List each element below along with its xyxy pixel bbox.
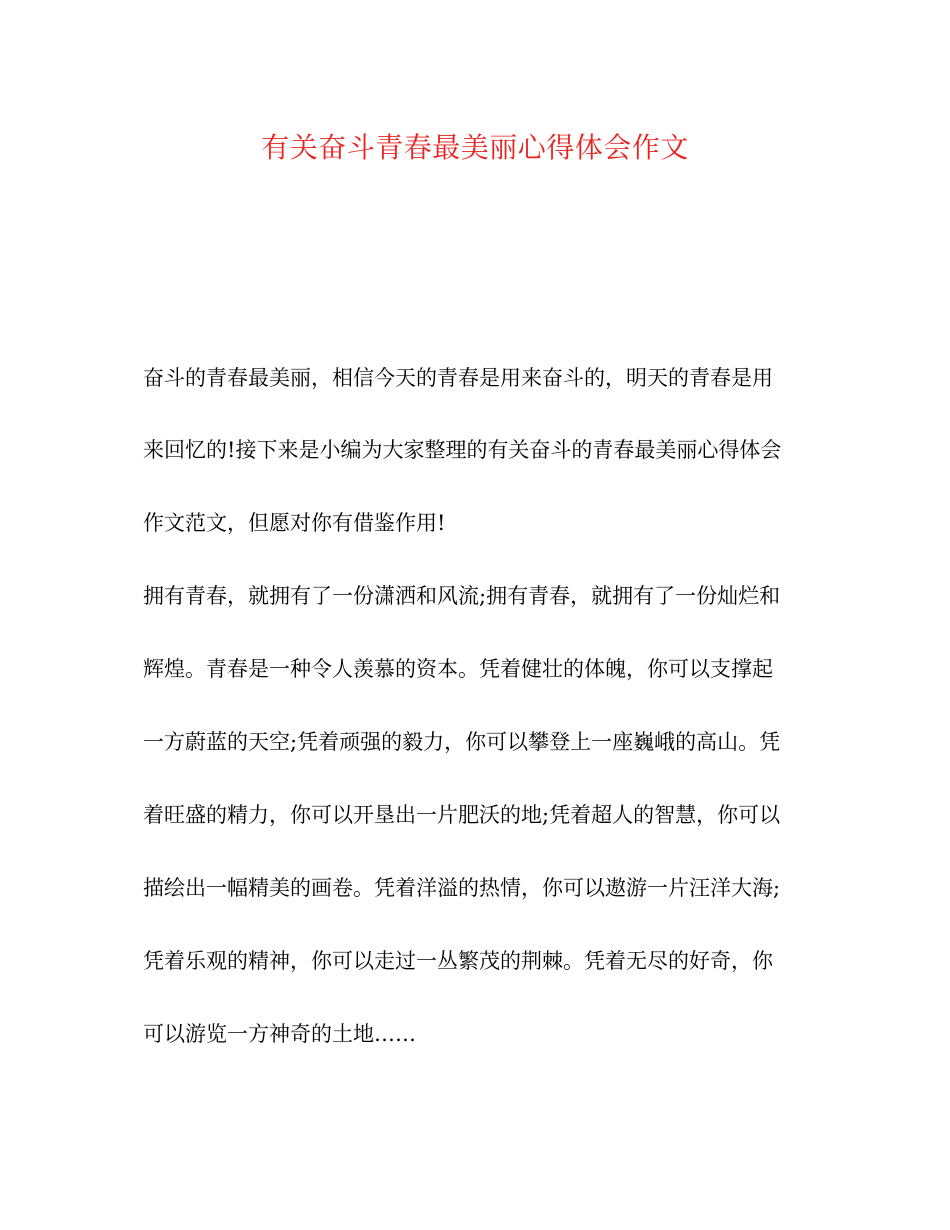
paragraph-line: 描绘出一幅精美的画卷。凭着洋溢的热情，你可以遨游一片汪洋大海; xyxy=(143,876,781,900)
paragraph-line: 来回忆的!接下来是小编为大家整理的有关奋斗的青春最美丽心得体会 xyxy=(143,438,782,462)
paragraph-line: 作文范文，但愿对你有借鉴作用! xyxy=(143,511,446,535)
paragraph-line: 奋斗的青春最美丽，相信今天的青春是用来奋斗的，明天的青春是用 xyxy=(143,366,773,390)
document-title: 有关奋斗青春最美丽心得体会作文 xyxy=(261,131,689,164)
paragraph-line: 拥有青春，就拥有了一份潇洒和风流;拥有青春，就拥有了一份灿烂和 xyxy=(143,584,781,608)
paragraph-line: 着旺盛的精力，你可以开垦出一片肥沃的地;凭着超人的智慧，你可以 xyxy=(143,803,781,827)
paragraph-line: 一方蔚蓝的天空;凭着顽强的毅力，你可以攀登上一座巍峨的高山。凭 xyxy=(143,730,781,754)
paragraph-line: 可以游览一方神奇的土地…… xyxy=(143,1022,416,1046)
paragraph-line: 凭着乐观的精神，你可以走过一丛繁茂的荆棘。凭着无尽的好奇，你 xyxy=(143,949,773,973)
paragraph-line: 辉煌。青春是一种令人羡慕的资本。凭着健壮的体魄，你可以支撑起 xyxy=(143,657,773,681)
